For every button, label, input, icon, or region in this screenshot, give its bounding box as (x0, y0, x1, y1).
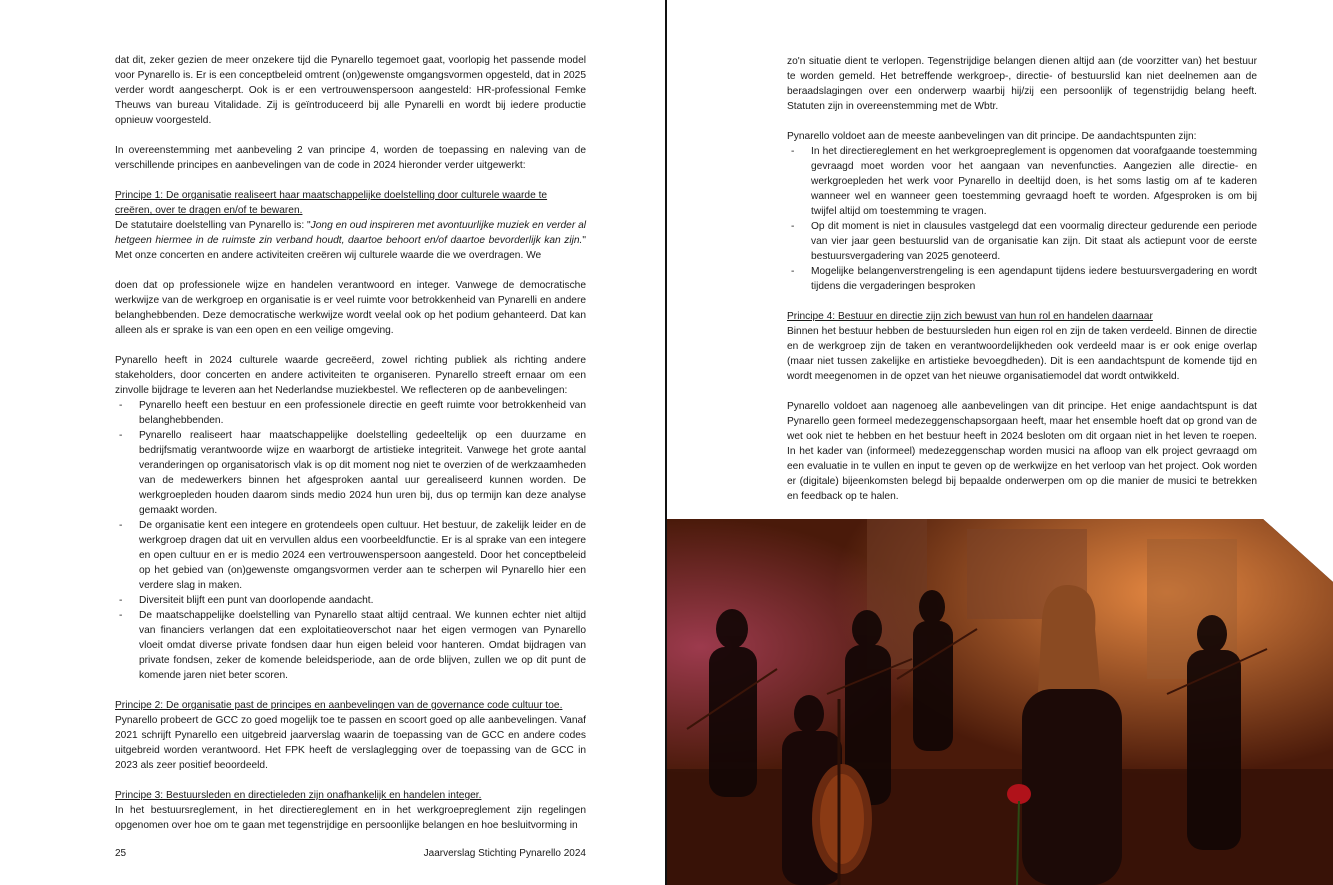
principe-1-rest: " Met onze concerten en andere activiteiten creëren wij culturele waarde die we overdragen. We (115, 235, 586, 261)
list-item: - In het directiereglement en het werkgroepreglement is opgenomen dat voorafgaande toestemming gevraagd moet worden voor het aangaan van nevenfuncties. Aangezien alle directie- en werkgroepleden het werk voor Pynarello in deeltijd doen, is het soms lastig om af te kaderen wanneer wel en wanneer geen toestemming gevraagd hoeft te worden. Afgesproken is om bij twijfel altijd om toestemming te vragen. (787, 144, 1257, 219)
principe-3-text: In het bestuursreglement, in het directiereglement en in het werkgroepreglement zijn regelingen opgenomen over hoe om te gaan met tegenstrijdige en persoonlijke belangen en hoe besluitvorming in (115, 805, 586, 831)
principe-4-heading: Principe 4: Bestuur en directie zijn zich bewust van hun rol en handelen daarnaar (787, 311, 1153, 322)
right-text-column (787, 54, 1257, 504)
paragraph-tegenstrijdige-belangen: zo'n situatie dient te verlopen. Tegenstrijdige belangen dienen altijd aan (de voorzitter van) het bestuur te worden gemeld. Het betreffende werkgroep-, directie- of bestuurslid kan niet deelnemen aan de beraadslagingen over een onderwerp waarbij hij/zij een persoonlijk of tegenstrijdig belang heeft. Statuten zijn in overeenstemming met de Wbtr. (787, 56, 1257, 112)
right-page (667, 0, 1333, 885)
principe-1-bullet-list (115, 398, 586, 683)
paragraph-medezeggenschap: Pynarello voldoet aan nagenoeg alle aanbevelingen van dit principe. Het enige aandachtspunt is dat Pynarello geen formeel medezeggenschapsorgaan heeft, maar het ensemble hoeft dat op grond van de wet ook niet te hebben en het bestuur heeft in 2024 besloten om dit orgaan niet in het leven te roepen. In het kader van (informeel) medezeggenschap worden musici na afloop van elk project gevraagd om een evaluatie in te vullen en input te geven op de werkwijze en het verloop van het project. Ook worden er (digitale) bijeenkomsten belegd bij bepaalde onderwerpen om op die manier de musici te betrekken en feedback op te halen. (787, 401, 1257, 502)
principe-1-quote: Jong en oud inspireren met avontuurlijke muziek en verder al hetgeen hiermee in de ruimste zin verband houdt, daartoe behoort en/of daartoe bevorderlijk kan zijn. (115, 220, 586, 246)
page-number: 25 (115, 848, 127, 859)
principe-3-bullet-list (787, 144, 1257, 294)
list-item: - De organisatie kent een integere en grotendeels open cultuur. Het bestuur, de zakelijk leider en de werkgroep dragen dat uit en vervullen aldus een voorbeeldfunctie. Er is al sprake van een integere en open cultuur en er is medio 2024 een vertrouwenspersoon aangesteld. Door het conceptbeleid op het gebied van (on)gewenste omgangsvormen verder aan te scherpen wil Pynarello hier een verdere slag in maken. (115, 518, 586, 593)
list-item: - De maatschappelijke doelstelling van Pynarello staat altijd centraal. We kunnen echter niet altijd van financiers verlangen dat een exploitatieoverschot naar het eigen vermogen van Pynarello vloeit omdat diverse private fondsen daar hun eigen beleid voor hanteren. Omdat bijdragen van private fondsen, zeker de komende beleidsperiode, aan de orde blijven, zullen we op dit punt de komende jaren niet beter scoren. (115, 608, 586, 683)
footer-report-title: Jaarverslag Stichting Pynarello 2024 (423, 848, 586, 859)
left-page (0, 0, 666, 885)
list-item: - Pynarello realiseert haar maatschappelijke doelstelling gedeeltelijk op een duurzame en bedrijfsmatig verantwoorde wijze en waarborgt de artistieke integriteit. Vanwege het grote aantal veranderingen op organisatorisch vlak is op dit moment nog niet te overzien of de werkzaamheden van de medewerkers binnen het afgesproken aantal uur gerealiseerd kunnen worden. De werkgroepleden houden daarom sinds medio 2024 hun uren bij, dus op termijn kan deze analyse gemaakt worden. (115, 428, 586, 518)
principe-3-heading: Principe 3: Bestuursleden en directieleden zijn onafhankelijk en handelen integer. (115, 790, 482, 801)
paragraph-culturele-waarde: Pynarello heeft in 2024 culturele waarde gecreëerd, zowel richting publiek als richting andere stakeholders, door concerten en andere activiteiten te organiseren. Pynarello streeft ernaar om een zinvolle bijdrage te leveren aan het Nederlandse muziekbestel. We reflecteren op de aanbevelingen: (115, 355, 586, 396)
paragraph-democratisch: doen dat op professionele wijze en handelen verantwoord en integer. Vanwege de democratische werkwijze van de werkgroep en organisatie is er veel ruimte voor betrokkenheid van Pynarelli en andere belanghebbenden. Deze democratische werkwijze wordt veelal ook op het podium gehanteerd. Dat kan alleen als er sprake is van een open en een veilige omgeving. (115, 280, 586, 336)
principe-1-statement (115, 218, 586, 263)
list-item: - Pynarello heeft een bestuur en een professionele directie en geeft ruimte voor betrokkenheid van belanghebbenden. (115, 398, 586, 428)
list-item: - Diversiteit blijft een punt van doorlopende aandacht. (115, 593, 586, 608)
paragraph-aandachtspunten: Pynarello voldoet aan de meeste aanbevelingen van dit principe. De aandachtspunten zijn: (787, 131, 1197, 142)
list-item: - Mogelijke belangenverstrengeling is een agendapunt tijdens iedere bestuursvergadering en wordt tijdens die vergaderingen besproken (787, 264, 1257, 294)
left-text-column (115, 53, 586, 833)
principe-2-heading: Principe 2: De organisatie past de principes en aanbevelingen van de governance code cultuur toe. (115, 700, 563, 711)
principe-4-text: Binnen het bestuur hebben de bestuursleden hun eigen rol en zijn de taken verdeeld. Binnen de directie en de werkgroep zijn de taken en verantwoordelijkheden ook verdeeld maar is er ook enige overlap (maar niet tussen zakelijke en artistieke bevoegdheden). Dit is een aandachtspunt de komende tijd en wordt meegenomen in de opzet van het nieuwe organisatiemodel dat wordt ontwikkeld. (787, 326, 1257, 382)
principe-1-heading: Principe 1: De organisatie realiseert haar maatschappelijke doelstelling door culturele waarde te creëren, over te dragen en/of te bewaren. (115, 190, 548, 216)
principe-1-intro: De statutaire doelstelling van Pynarello is: " (115, 220, 311, 231)
ensemble-photo (667, 519, 1333, 885)
paragraph-aanbeveling: In overeenstemming met aanbeveling 2 van principe 4, worden de toepassing en naleving van de verschillende principes en aanbevelingen van de code in 2024 hieronder verder uitgewerkt: (115, 145, 586, 171)
principe-2-text: Pynarello probeert de GCC zo goed mogelijk toe te passen en scoort goed op alle aanbevelingen. Vanaf 2021 schrijft Pynarello een uitgebreid jaarverslag waarin de toepassing van de GCC en andere codes uitgebreid worden verantwoord. Het FPK heeft de verslaglegging over de toepassing van de GCC in 2023 als zeer positief beoordeeld. (115, 715, 586, 771)
photo-illustration (667, 519, 1333, 885)
paragraph-intro: dat dit, zeker gezien de meer onzekere tijd die Pynarello tegemoet gaat, voorlopig het passende model voor Pynarello is. Er is een conceptbeleid omtrent (on)gewenste omgangsvormen opgesteld, dat in 2025 verder wordt aangescherpt. Ook is er een vertrouwenspersoon aangesteld: HR-professional Femke Theuws van bureau Vitalidade. Zij is geïntroduceerd bij alle Pynarelli en wordt bij iedere productie opnieuw voorgesteld. (115, 55, 586, 126)
list-item: - Op dit moment is niet in clausules vastgelegd dat een voormalig directeur gedurende een periode van vier jaar geen bestuurslid van de organisatie kan zijn. Dit staat als actiepunt voor de eerste bestuursvergadering van 2025 genoteerd. (787, 219, 1257, 264)
